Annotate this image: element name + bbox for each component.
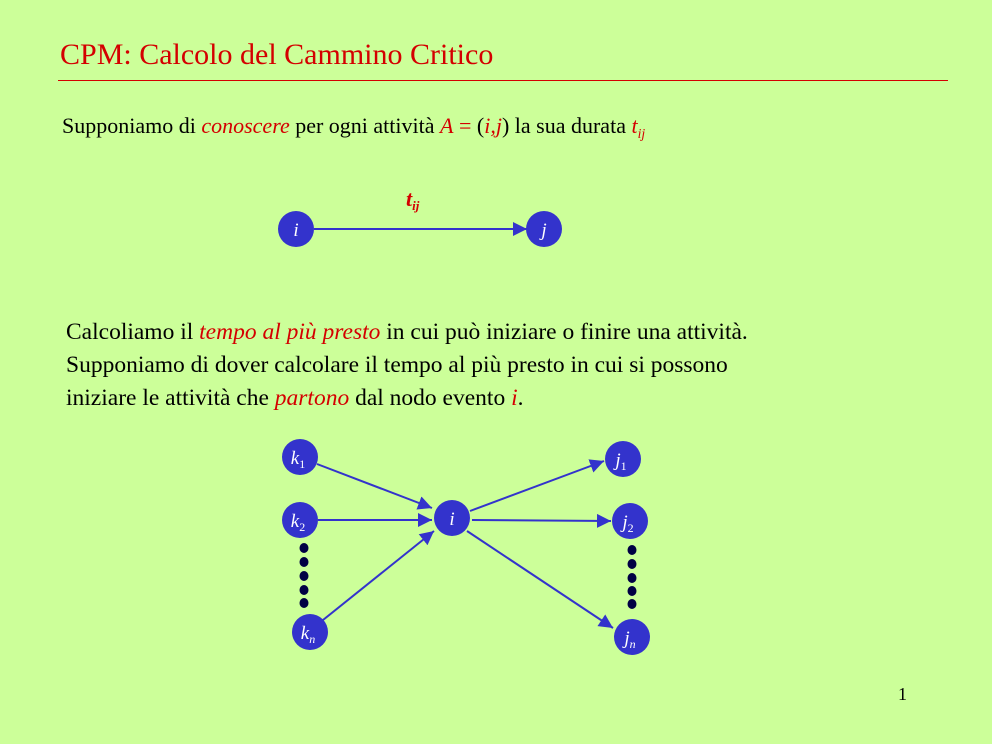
- node-k2-label: $k_2$: [290, 511, 306, 534]
- edge-i-j2: [472, 520, 611, 521]
- activity-diagram: [278, 186, 562, 247]
- node-i-label: i: [293, 220, 299, 241]
- ellipsis-dots-right: [628, 545, 637, 609]
- paragraph-line-1: Calcoliamo il tempo al più presto in cui può iniziare o finire una attività.: [66, 319, 748, 345]
- node-center-i-label: i: [449, 509, 455, 530]
- slide-title: CPM: Calcolo del Cammino Critico: [60, 38, 494, 71]
- node-j-label: j: [541, 220, 547, 241]
- edge-i-j1: [470, 461, 604, 511]
- node-k1-label: $k_1$: [290, 448, 306, 471]
- edge-kn-i: [323, 531, 434, 620]
- edge-k1-i: [317, 464, 432, 508]
- edge-i-jn: [467, 531, 613, 628]
- node-j2-label: $j_2$: [622, 512, 634, 535]
- paragraph-line-3: iniziare le attività che partono dal nodo evento i.: [66, 385, 524, 411]
- edge-duration-label: tij: [406, 186, 420, 213]
- node-kn-label: $k_n$: [300, 623, 316, 646]
- intro-line: Supponiamo di conoscere per ogni attività A = (i,j) la sua durata $t_{ij}$: [62, 113, 646, 141]
- paragraph-line-2: Supponiamo di dover calcolare il tempo al più presto in cui si possono: [66, 352, 728, 378]
- ellipsis-dots-left: [300, 543, 309, 608]
- event-node-diagram: [282, 439, 650, 655]
- page-number: 1: [898, 684, 907, 704]
- node-jn-label: $j_n$: [624, 628, 636, 651]
- node-j1-label: $j_1$: [615, 450, 627, 473]
